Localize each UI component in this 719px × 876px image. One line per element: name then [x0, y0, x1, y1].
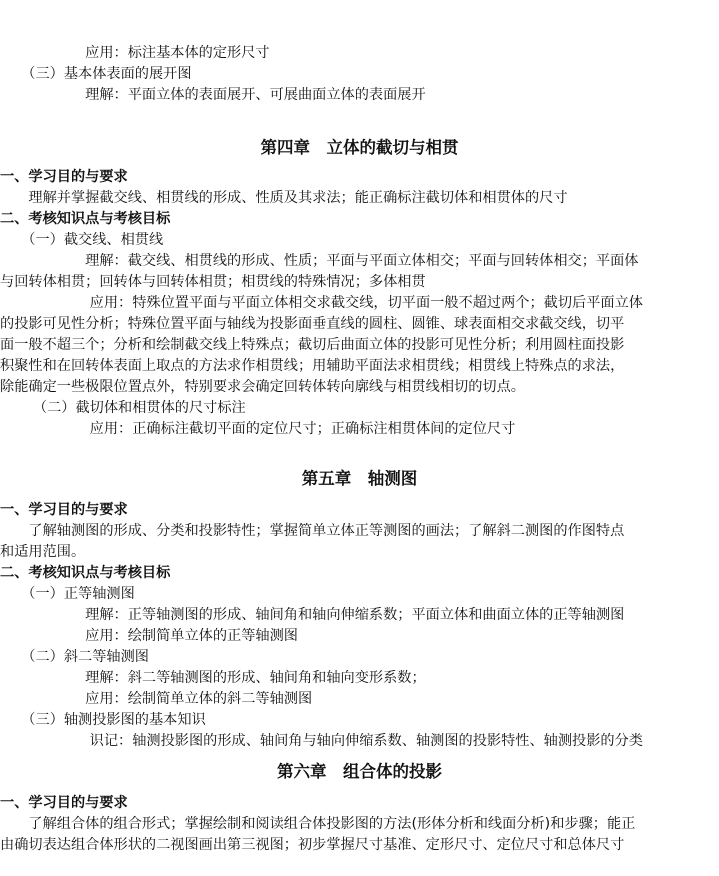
text-line: 理解：截交线、相贯线的形成、性质；平面与平面立体相交；平面与回转体相交；平面体 [0, 253, 639, 269]
text-line: 理解：斜二等轴测图的形成、轴间角和轴向变形系数； [0, 670, 426, 686]
subsection-heading: （三）轴测投影图的基本知识 [0, 712, 206, 728]
text-line: 应用：绘制简单立体的斜二等轴测图 [0, 691, 313, 707]
section-heading: 二、考核知识点与考核目标 [0, 211, 171, 227]
text-line: 理解：平面立体的表面展开、可展曲面立体的表面展开 [0, 87, 426, 103]
text-line: 应用：正确标注截切平面的定位尺寸；正确标注相贯体间的定位尺寸 [0, 421, 516, 437]
subsection-heading: （一）截交线、相贯线 [0, 232, 164, 248]
section-heading: 一、学习目的与要求 [0, 795, 128, 811]
subsection-heading: （三）基本体表面的展开图 [0, 66, 192, 82]
text-line: 除能确定一些极限位置点外，特别要求会确定回转体转向廓线与相贯线相切的切点。 [0, 379, 525, 395]
text-line: 应用：标注基本体的定形尺寸 [0, 45, 270, 61]
text-line: 积聚性和在回转体表面上取点的方法求作相贯线；用辅助平面法求相贯线；相贯线上特殊点的求法， [0, 358, 625, 374]
chapter-title: 第四章 立体的截切与相贯 [260, 138, 459, 157]
text-line: 识记：轴测投影图的形成、轴间角与轴向伸缩系数、轴测图的投影特性、轴测投影的分类 [0, 733, 643, 749]
subsection-heading: （二）斜二等轴测图 [0, 649, 149, 665]
subsection-heading: （二）截切体和相贯体的尺寸标注 [0, 400, 246, 416]
text-line: 了解组合体的组合形式；掌握绘制和阅读组合体投影图的方法(形体分析和线面分析)和步骤；能正 [0, 816, 636, 832]
text-line: 由确切表达组合体形状的二视图画出第三视图；初步掌握尺寸基准、定形尺寸、定位尺寸和总体尺寸 [0, 837, 625, 853]
text-line: 理解并掌握截交线、相贯线的形成、性质及其求法；能正确标注截切体和相贯体的尺寸 [0, 190, 568, 206]
text-line: 面一般不超三个；分析和绘制截交线上特殊点；截切后曲面立体的投影可见性分析；利用圆柱面投影 [0, 337, 625, 353]
section-heading: 一、学习目的与要求 [0, 502, 128, 518]
text-line: 与回转体相贯；回转体与回转体相贯；相贯线的特殊情况；多体相贯 [0, 274, 426, 290]
text-line: 理解：正等轴测图的形成、轴间角和轴向伸缩系数；平面立体和曲面立体的正等轴测图 [0, 607, 625, 623]
section-heading: 二、考核知识点与考核目标 [0, 565, 171, 581]
text-line: 的投影可见性分析；特殊位置平面与轴线为投影面垂直线的圆柱、圆锥、球表面相交求截交线，切平 [0, 316, 625, 332]
text-line: 应用：特殊位置平面与平面立体相交求截交线，切平面一般不超过两个；截切后平面立体 [0, 295, 643, 311]
text-line: 和适用范围。 [0, 544, 86, 560]
chapter-title: 第五章 轴测图 [301, 469, 418, 488]
section-heading: 一、学习目的与要求 [0, 169, 128, 185]
text-line: 应用：绘制简单立体的正等轴测图 [0, 628, 298, 644]
text-line: 了解轴测图的形成、分类和投影特性；掌握简单立体正等测图的画法；了解斜二测图的作图特点 [0, 523, 625, 539]
subsection-heading: （一）正等轴测图 [0, 586, 135, 602]
chapter-title: 第六章 组合体的投影 [277, 762, 442, 781]
